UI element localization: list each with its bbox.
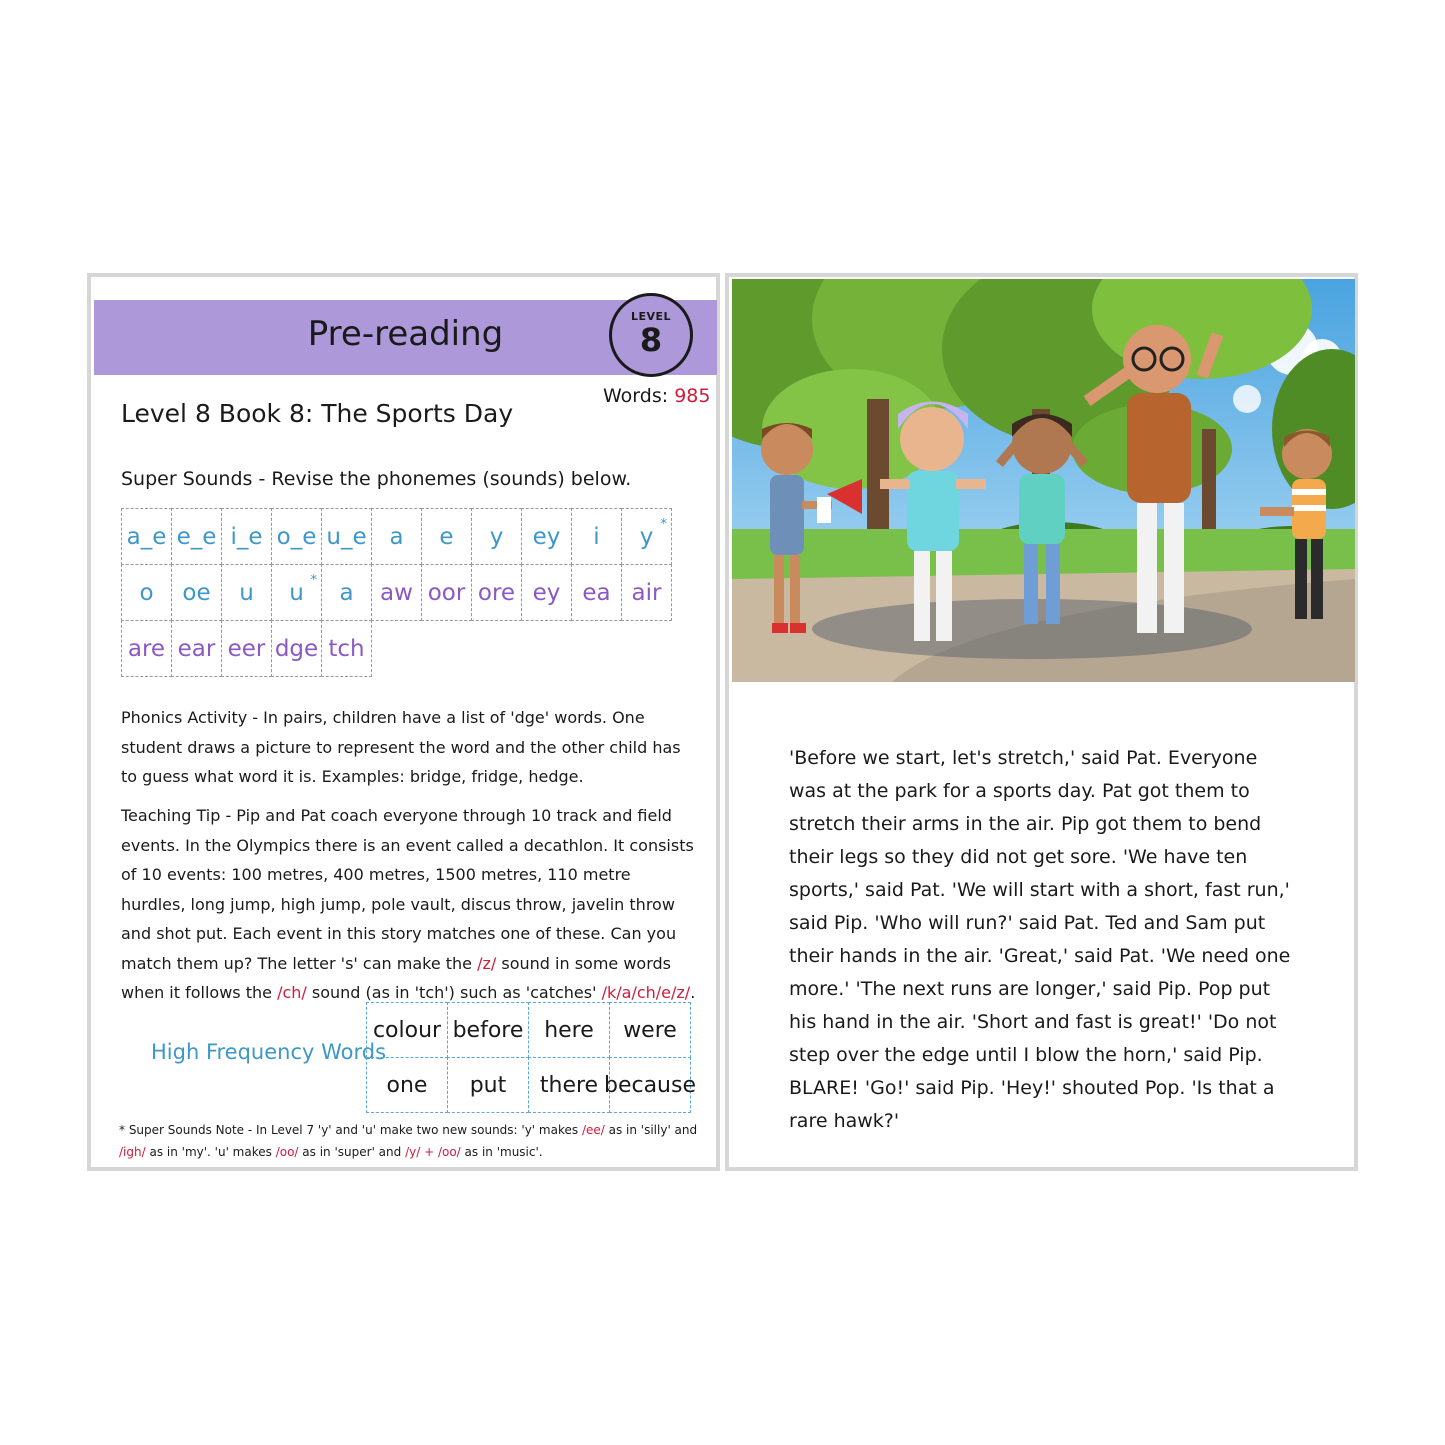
teaching-tip bbox=[121, 801, 696, 1008]
super-sound-text: oe bbox=[182, 579, 211, 606]
tip-text-1: Teaching Tip - Pip and Pat coach everyone through 10 track and field events. In the Olympics there is an event called a decathlon. It consists of 10 events: 100 metres, 400 metres, 1500 metres, 110 metre hurdles, long jump, high jump, pole vault, discus throw, javelin throw and shot put. Each event in this story matches one of these. Can you match them up? The letter 's' can make the bbox=[121, 806, 694, 973]
note-text-1: * Super Sounds Note - In Level 7 'y' and 'u' make two new sounds: 'y' makes bbox=[119, 1123, 582, 1137]
super-sound-cell bbox=[571, 508, 622, 565]
super-sound-text: a bbox=[389, 523, 404, 550]
pre-reading-page bbox=[87, 273, 720, 1171]
super-sound-text: ey bbox=[532, 523, 561, 550]
note-y-oo: /y/ + /oo/ bbox=[405, 1145, 461, 1159]
super-sounds-grid bbox=[122, 508, 672, 677]
super-sounds-note bbox=[119, 1119, 709, 1163]
hfw-word: there bbox=[528, 1057, 610, 1113]
super-sound-text: i_e bbox=[230, 523, 263, 550]
super-sounds-row bbox=[122, 508, 672, 565]
hfw-word: before bbox=[447, 1002, 529, 1058]
hfw-word: were bbox=[609, 1002, 691, 1058]
super-sound-cell bbox=[121, 620, 172, 677]
hfw-word: here bbox=[528, 1002, 610, 1058]
banner-title: Pre-reading bbox=[307, 314, 504, 354]
level-badge bbox=[609, 293, 693, 377]
super-sound-cell bbox=[421, 508, 472, 565]
super-sound-text: ea bbox=[582, 579, 611, 606]
super-sound-text: aw bbox=[380, 579, 413, 606]
hfw-word: colour bbox=[366, 1002, 448, 1058]
catches-sounds: /k/a/ch/e/z/ bbox=[601, 983, 691, 1002]
high-frequency-words-grid bbox=[367, 1002, 697, 1113]
super-sound-text: u bbox=[289, 579, 304, 606]
z-sound: /z/ bbox=[477, 953, 497, 973]
tip-text-2: sound in some words when it follows the bbox=[121, 953, 671, 1002]
super-sound-text: e_e bbox=[176, 523, 217, 550]
super-sound-text: a_e bbox=[126, 523, 167, 550]
super-sound-cell bbox=[171, 564, 222, 621]
super-sound-text: a bbox=[339, 579, 354, 606]
super-sound-cell bbox=[171, 508, 222, 565]
hfw-row bbox=[367, 1002, 691, 1058]
super-sounds-row bbox=[122, 564, 672, 621]
super-sound-text: e bbox=[439, 523, 454, 550]
super-sound-cell bbox=[521, 508, 572, 565]
book-title: Level 8 Book 8: The Sports Day bbox=[121, 399, 514, 428]
super-sound-text: air bbox=[631, 579, 662, 606]
hfw-word: one bbox=[366, 1057, 448, 1113]
high-frequency-words-label: High Frequency Words bbox=[151, 1040, 387, 1064]
super-sound-cell bbox=[421, 564, 472, 621]
super-sound-text: dge bbox=[274, 635, 319, 662]
note-text-2: as in 'silly' and bbox=[604, 1123, 698, 1137]
super-sound-cell bbox=[221, 508, 272, 565]
phonics-activity: Phonics Activity - In pairs, children have a list of 'dge' words. One student draws a picture to represent the word and the other child has to guess what word it is. Examples: bridge, fridge, hedge. bbox=[121, 708, 681, 786]
note-text-3: as in 'my'. 'u' makes bbox=[145, 1145, 276, 1159]
hfw-word: put bbox=[447, 1057, 529, 1113]
park-scene-image bbox=[732, 279, 1355, 682]
super-sound-text: ey bbox=[532, 579, 561, 606]
hfw-row bbox=[367, 1057, 697, 1113]
super-sound-cell bbox=[471, 564, 522, 621]
note-ee: /ee/ bbox=[581, 1123, 605, 1137]
super-sound-cell bbox=[321, 508, 372, 565]
word-count-label: Words: bbox=[603, 385, 669, 407]
word-count-value: 985 bbox=[674, 385, 711, 407]
note-oo: /oo/ bbox=[275, 1145, 299, 1159]
super-sound-cell bbox=[221, 564, 272, 621]
super-sound-cell bbox=[471, 508, 522, 565]
super-sound-cell bbox=[371, 508, 422, 565]
tip-text-3: sound (as in 'tch') such as 'catches' bbox=[306, 983, 602, 1002]
story-page bbox=[725, 273, 1358, 1171]
super-sound-cell bbox=[321, 564, 372, 621]
word-count bbox=[603, 385, 710, 407]
super-sound-text: tch bbox=[328, 635, 365, 662]
hfw-word: because bbox=[609, 1057, 691, 1113]
tip-text-4: . bbox=[690, 983, 696, 1002]
super-sound-text: are bbox=[127, 635, 166, 662]
super-sound-cell bbox=[171, 620, 222, 677]
level-number: 8 bbox=[639, 321, 663, 359]
super-sound-cell bbox=[121, 564, 172, 621]
super-sound-text: u bbox=[239, 579, 254, 606]
asterisk-mark: * bbox=[310, 573, 317, 588]
super-sound-cell bbox=[271, 620, 322, 677]
super-sound-text: ore bbox=[477, 579, 516, 606]
asterisk-mark: * bbox=[660, 517, 667, 532]
super-sound-text: oor bbox=[427, 579, 466, 606]
super-sound-cell bbox=[521, 564, 572, 621]
super-sound-text: u_e bbox=[326, 523, 367, 550]
park-illustration bbox=[732, 279, 1355, 682]
note-igh: /igh/ bbox=[119, 1145, 146, 1159]
ch-sound: /ch/ bbox=[277, 983, 307, 1002]
note-text-4: as in 'super' and bbox=[298, 1145, 406, 1159]
super-sound-text: eer bbox=[227, 635, 266, 662]
super-sound-cell bbox=[621, 564, 672, 621]
super-sound-cell bbox=[321, 620, 372, 677]
level-label: LEVEL bbox=[630, 310, 672, 323]
super-sounds-intro: Super Sounds - Revise the phonemes (sounds) below. bbox=[121, 468, 632, 490]
super-sound-text: o_e bbox=[276, 523, 317, 550]
super-sound-cell bbox=[221, 620, 272, 677]
super-sound-cell bbox=[371, 564, 422, 621]
super-sound-cell bbox=[271, 508, 322, 565]
super-sounds-row bbox=[122, 620, 672, 677]
super-sound-text: ear bbox=[177, 635, 216, 662]
note-text-5: as in 'music'. bbox=[460, 1145, 543, 1159]
super-sound-text: o bbox=[139, 579, 154, 606]
super-sound-cell bbox=[621, 508, 672, 565]
super-sound-text: y bbox=[489, 523, 504, 550]
super-sound-cell bbox=[571, 564, 622, 621]
super-sound-cell bbox=[271, 564, 322, 621]
super-sound-text: y bbox=[639, 523, 654, 550]
super-sound-text: i bbox=[593, 523, 600, 550]
super-sound-cell bbox=[121, 508, 172, 565]
story-text: 'Before we start, let's stretch,' said Pat. Everyone was at the park for a sports day. Pat got them to stretch their arms in the air. Pip got them to bend their legs so they did not get sore. 'We have ten sports,' said Pat. 'We will start with a short, fast run,' said Pip. 'Who will run?' said Pat. Ted and Sam put their hands in the air. 'Great,' said Pat. 'We need one more.' 'The next runs are longer,' said Pip. Pop put his hand in the air. 'Short and fast is great!' 'Do not step over the edge until I blow the horn,' said Pip. BLARE! 'Go!' said Pip. 'Hey!' shouted Pop. 'Is that a rare hawk?' bbox=[789, 747, 1291, 1132]
